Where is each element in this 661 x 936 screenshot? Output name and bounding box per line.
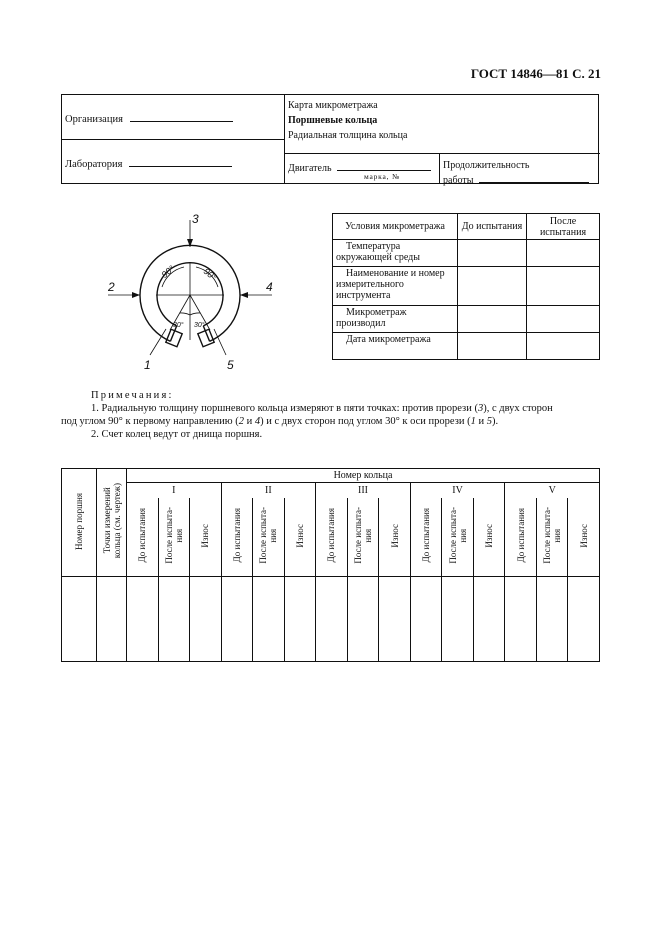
ring-2-header: II — [221, 483, 316, 499]
note-1-line-1: 1. Радиальную толщину поршневого кольца измеряют в пяти точках: против прорези (3), с двух сторон — [91, 403, 553, 414]
note-2: 2. Счет колец ведут от днища поршня. — [91, 429, 263, 440]
conditions-table — [332, 213, 600, 360]
card-param: Радиальная толщина кольца — [288, 130, 408, 141]
ring-4-header: IV — [410, 483, 505, 499]
col-before: До испытания — [316, 498, 348, 577]
col-wear: Износ — [379, 498, 411, 577]
cell-empty — [458, 306, 527, 333]
cell-empty — [527, 267, 600, 306]
notes — [61, 389, 553, 441]
col-after: После испыта- ния — [253, 498, 285, 577]
duration-label-2: работы — [443, 175, 474, 186]
row-condition: Микрометраж производил — [333, 306, 458, 333]
table-row — [62, 577, 600, 662]
laboratory-label: Лаборатория — [65, 159, 123, 170]
col-wear: Износ — [190, 498, 222, 577]
cell-empty — [458, 267, 527, 306]
cell-empty — [527, 306, 600, 333]
label-point-4: 4 — [266, 280, 273, 294]
col-wear: Износ — [473, 498, 505, 577]
col-wear: Износ — [568, 498, 600, 577]
col-wear: Износ — [284, 498, 316, 577]
cell-empty — [458, 333, 527, 360]
col-before: До испытания — [458, 214, 527, 240]
label-point-1: 1 — [144, 358, 151, 372]
col-before: До испытания — [410, 498, 442, 577]
header-form — [61, 94, 599, 184]
col-after: После испыта- ния — [347, 498, 379, 577]
engine-sublabel: марка, № — [364, 172, 400, 181]
col-after: После испыта- ния — [536, 498, 568, 577]
ring-3-header: III — [316, 483, 411, 499]
card-title: Карта микрометража — [288, 100, 378, 111]
measurement-table — [61, 468, 600, 662]
row-condition: Наименование и номер измерительного инструмента — [333, 267, 458, 306]
piston-ring-diagram — [100, 205, 285, 380]
label-point-5: 5 — [227, 358, 234, 372]
angle-30-left: 30° — [173, 322, 184, 329]
note-1-line-2: под углом 90° к первому направлению (2 и 4) и с двух сторон под углом 30° к оси прорези (1 и 5). — [61, 416, 499, 427]
laboratory-field — [65, 156, 232, 170]
notes-heading: Примечания: — [91, 390, 174, 401]
row-condition: Дата микрометража — [333, 333, 458, 360]
label-point-2: 2 — [108, 280, 115, 294]
duration-field — [443, 172, 589, 186]
col-before: До испытания — [221, 498, 253, 577]
label-point-3: 3 — [192, 212, 199, 226]
col-measure-points: Точки измерений кольца (см. чертеж) — [97, 469, 127, 577]
ring-1-header: I — [127, 483, 222, 499]
page-header: ГОСТ 14846—81 С. 21 — [470, 66, 601, 81]
organization-label: Организация — [65, 114, 123, 125]
row-condition: Температура окружающей среды — [333, 240, 458, 267]
col-before: До испытания — [505, 498, 537, 577]
col-condition: Условия микрометража — [333, 214, 458, 240]
cell-empty — [527, 333, 600, 360]
angle-90-left: 90° — [159, 263, 177, 280]
col-piston-number: Номер поршня — [62, 469, 97, 577]
card-subject: Поршневые кольца — [288, 115, 378, 126]
col-after: После испыта- ния — [158, 498, 190, 577]
ring-number-header: Номер кольца — [127, 469, 600, 483]
organization-field — [65, 111, 233, 125]
cell-empty — [458, 240, 527, 267]
duration-label: Продолжительность — [443, 160, 530, 171]
engine-field — [288, 160, 431, 174]
angle-90-right: 90° — [201, 266, 219, 283]
col-after: После испыта- ния — [442, 498, 474, 577]
col-before: До испытания — [127, 498, 159, 577]
engine-label: Двигатель — [288, 163, 332, 174]
ring-5-header: V — [505, 483, 600, 499]
angle-30-right: 30° — [194, 322, 205, 329]
cell-empty — [527, 240, 600, 267]
col-after: После испытания — [527, 214, 600, 240]
